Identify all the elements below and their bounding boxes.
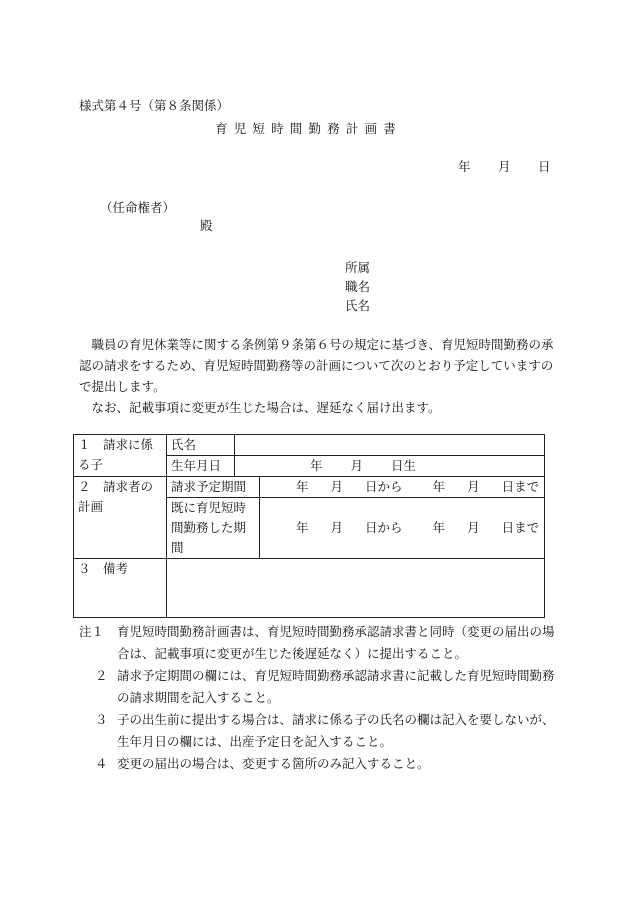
child-name-label: 氏名: [167, 435, 235, 456]
date-year-label: 年: [458, 159, 471, 174]
affiliation-label: 所属: [345, 260, 371, 275]
name-label: 氏名: [345, 298, 371, 313]
body-paragraph-1: 職員の育児休業等に関する条例第９条第６号の規定に基づき、育児短時間勤務の承認の請求をするため、育児短時間勤務等の計画について次のとおり予定していますので提出します。: [79, 337, 554, 394]
period-from-month: 月: [330, 479, 344, 494]
note-2: [79, 665, 559, 709]
form-number: 様式第４号（第８条関係）: [79, 98, 230, 113]
period-to-day: 日まで: [501, 479, 540, 494]
note-3: [79, 709, 559, 753]
birthdate-label: 生年月日: [167, 456, 235, 477]
section-3-label: ３ 備考: [74, 559, 167, 618]
appointer-label: （任命権者）: [100, 200, 176, 215]
prior-from-year: 年: [296, 520, 309, 535]
section-1-label: １ 請求に係る子: [74, 435, 167, 477]
prior-period-field[interactable]: [260, 498, 545, 559]
note-number: ２: [95, 668, 108, 683]
body-text: [79, 334, 561, 418]
note-text: 変更の届出の場合は、変更する箇所のみ記入すること。: [117, 756, 430, 771]
date-day-label: 日: [538, 159, 551, 174]
period-from-year: 年: [296, 479, 309, 494]
note-text: 子の出生前に提出する場合は、請求に係る子の氏名の欄は記入を要しないが、生年月日の欄には、出産予定日を記入すること。: [117, 712, 555, 749]
birthdate-field[interactable]: [235, 456, 545, 477]
prior-to-year: 年: [432, 520, 446, 535]
plan-table: [73, 434, 545, 618]
note-4: [79, 753, 559, 775]
period-to-month: 月: [467, 479, 480, 494]
body-paragraph-2: なお、記載事項に変更が生じた場合は、遅延なく届け出ます。: [91, 400, 441, 415]
remarks-field[interactable]: [167, 559, 545, 618]
birth-month-label: 月: [350, 458, 364, 473]
note-number: ４: [95, 756, 108, 771]
position-label: 職名: [345, 279, 371, 294]
honorific-label: 殿: [200, 218, 213, 233]
note-text: 育児短時間勤務計画書は、育児短時間勤務承認請求書と同時（変更の届出の場合は、記載事項に変更が生じた後遅延なく）に提出すること。: [117, 624, 555, 661]
birth-year-label: 年: [310, 458, 323, 473]
note-number: ３: [95, 712, 108, 727]
birth-day-label: 日生: [391, 458, 417, 473]
requested-period-label: 請求予定期間: [167, 477, 260, 498]
note-number: 注１: [79, 624, 105, 639]
prior-from-day: 日から: [365, 520, 403, 535]
prior-from-month: 月: [330, 520, 344, 535]
prior-to-month: 月: [467, 520, 480, 535]
note-1: [79, 621, 559, 665]
prior-to-day: 日まで: [501, 520, 540, 535]
date-month-label: 月: [498, 159, 511, 174]
period-to-year: 年: [432, 479, 446, 494]
child-name-field[interactable]: [235, 435, 545, 456]
section-2-label: ２ 請求者の計画: [74, 477, 167, 559]
requested-period-field[interactable]: [260, 477, 545, 498]
notes: [79, 621, 559, 775]
document-title: 育児短時間勤務計画書: [215, 121, 403, 136]
prior-period-label: 既に育児短時間勤務した期間: [167, 498, 260, 559]
period-from-day: 日から: [365, 479, 403, 494]
note-text: 請求予定期間の欄には、育児短時間勤務承認請求書に記載した育児短時間勤務の請求期間を記入すること。: [117, 668, 555, 705]
